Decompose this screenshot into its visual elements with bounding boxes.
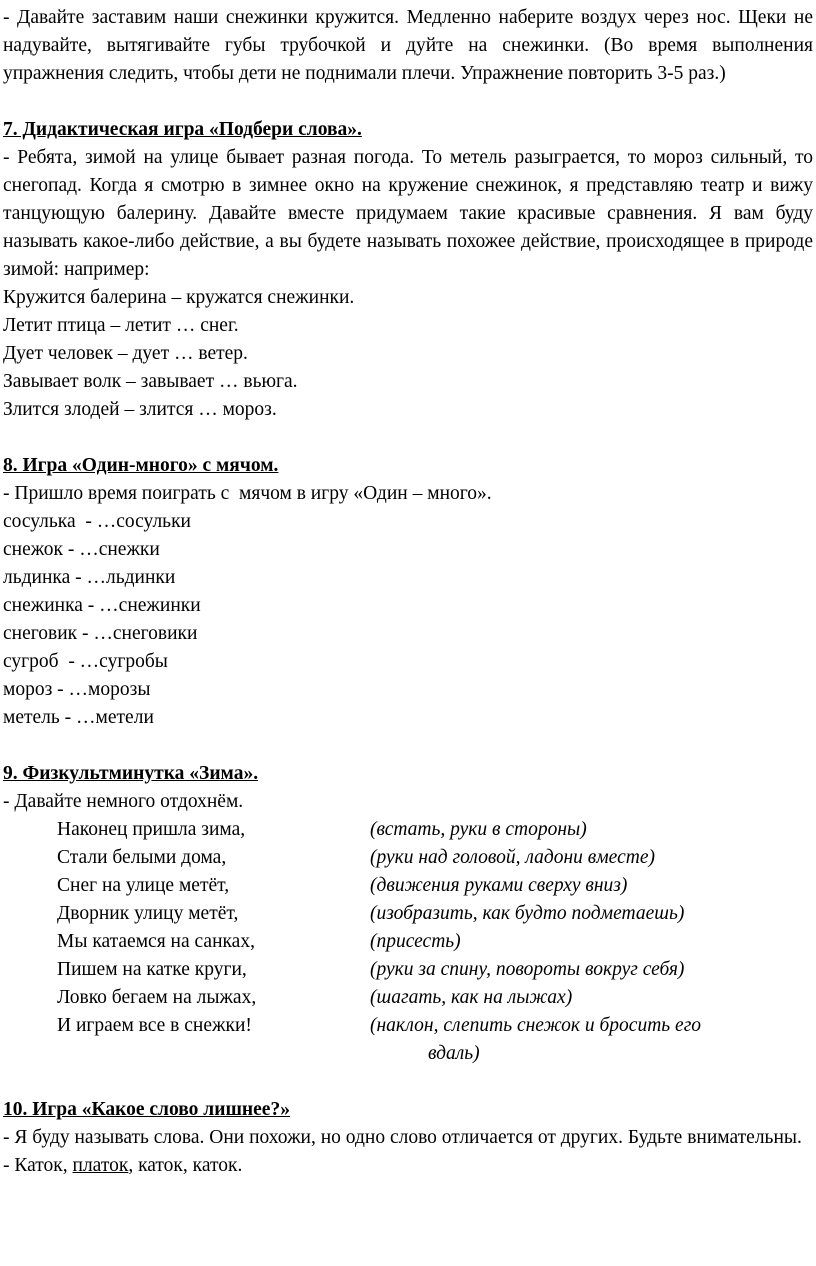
comparison-line: Летит птица – летит … снег. <box>3 315 239 336</box>
word-pair-line: снежок - …снежки <box>3 539 160 560</box>
example-odd-word: платок <box>72 1155 129 1176</box>
exercise-verse: Снег на улице метёт, <box>57 875 230 896</box>
exercise-line <box>3 900 813 928</box>
section7-heading: 7. Дидактическая игра «Подбери слова». <box>3 119 362 140</box>
section8-intro: - Пришло время поиграть с мячом в игру «Один – много». <box>3 483 492 504</box>
exercise-verse: Стали белыми дома, <box>57 847 227 868</box>
section7-paragraph: - Ребята, зимой на улице бывает разная погода. То метель разыграется, то мороз сильный, то снегопад. Когда я смотрю в зимнее окно на кружение снежинок, я представляю театр и вижу танцующую балерину. Давайте вместе придумаем такие красивые сравнения. Я вам буду называть какое-либо действие, а вы будете называть похожее действие, происходящее в природе зимой: например: <box>3 147 813 280</box>
exercise-action-wrap: вдаль) <box>428 1043 480 1064</box>
section10-heading: 10. Игра «Какое слово лишнее?» <box>3 1099 290 1120</box>
word-pair-line: мороз - …морозы <box>3 679 151 700</box>
word-pair-line: льдинка - …льдинки <box>3 567 176 588</box>
exercise-line <box>3 956 813 984</box>
exercise-action: (изобразить, как будто подметаешь) <box>370 903 685 924</box>
word-pair-line: сосулька - …сосульки <box>3 511 191 532</box>
section9-heading: 9. Физкультминутка «Зима». <box>3 763 259 784</box>
exercise-line <box>3 928 813 956</box>
exercise-verse: Наконец пришла зима, <box>57 819 246 840</box>
section10-example <box>3 1152 813 1180</box>
section10-paragraph: - Я буду называть слова. Они похожи, но одно слово отличается от других. Будьте внимательны. <box>3 1127 802 1148</box>
exercise-verse: И играем все в снежки! <box>57 1015 252 1036</box>
exercise-line <box>3 1012 813 1040</box>
word-pair-line: метель - …метели <box>3 707 154 728</box>
word-pair-line: снежинка - …снежинки <box>3 595 201 616</box>
exercise-line <box>3 816 813 844</box>
breathing-exercise-paragraph: - Давайте заставим наши снежинки кружится. Медленно наберите воздух через нос. Щеки не надувайте, вытягивайте губы трубочкой и дуйте на снежинки. (Во время выполнения упражнения следить, чтобы дети не поднимали плечи. Упражнение повторить 3-5 раз.) <box>3 7 813 84</box>
exercise-verse: Мы катаемся на санках, <box>57 931 255 952</box>
exercise-action: (руки над головой, ладони вместе) <box>370 847 655 868</box>
exercise-action: (руки за спину, повороты вокруг себя) <box>370 959 685 980</box>
section9-intro: - Давайте немного отдохнём. <box>3 791 244 812</box>
exercise-action: (наклон, слепить снежок и бросить его <box>370 1015 702 1036</box>
comparison-line: Завывает волк – завывает … вьюга. <box>3 371 298 392</box>
exercise-verse: Дворник улицу метёт, <box>57 903 239 924</box>
exercise-line <box>3 872 813 900</box>
exercise-verse: Пишем на катке круги, <box>57 959 247 980</box>
exercise-action: (движения руками сверху вниз) <box>370 875 628 896</box>
exercise-verse: Ловко бегаем на лыжах, <box>57 987 257 1008</box>
comparison-line: Дует человек – дует … ветер. <box>3 343 248 364</box>
exercise-action: (встать, руки в стороны) <box>370 819 587 840</box>
example-prefix: - Каток, <box>3 1155 73 1176</box>
comparison-line: Злится злодей – злится … мороз. <box>3 399 277 420</box>
exercise-line <box>3 844 813 872</box>
example-suffix: , каток, каток. <box>128 1155 243 1176</box>
word-pair-line: сугроб - …сугробы <box>3 651 168 672</box>
exercise-action: (шагать, как на лыжах) <box>370 987 573 1008</box>
exercise-line <box>3 984 813 1012</box>
comparison-line: Кружится балерина – кружатся снежинки. <box>3 287 355 308</box>
word-pair-line: снеговик - …снеговики <box>3 623 198 644</box>
section8-heading: 8. Игра «Один-много» с мячом. <box>3 455 279 476</box>
exercise-action: (присесть) <box>370 931 461 952</box>
